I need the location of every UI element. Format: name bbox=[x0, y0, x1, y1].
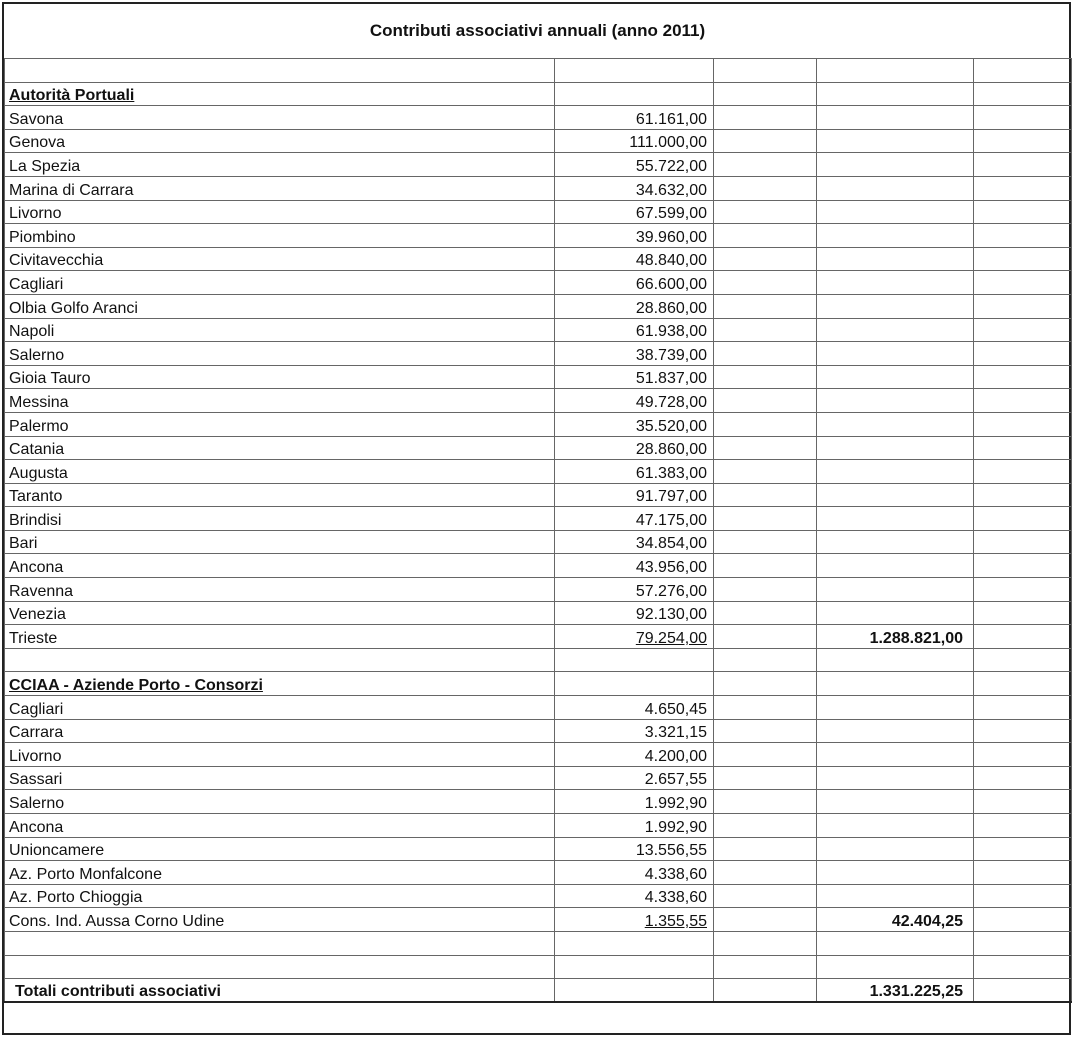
empty-cell bbox=[817, 790, 974, 814]
empty-cell bbox=[974, 247, 1072, 271]
empty-cell bbox=[714, 483, 817, 507]
empty-cell bbox=[714, 271, 817, 295]
empty-cell bbox=[714, 554, 817, 578]
empty-cell bbox=[817, 743, 974, 767]
entity-amount: 51.837,00 bbox=[555, 365, 714, 389]
empty-cell bbox=[974, 766, 1072, 790]
empty-cell bbox=[817, 814, 974, 838]
entity-name: Salerno bbox=[5, 790, 555, 814]
entity-name: Az. Porto Chioggia bbox=[5, 884, 555, 908]
empty-cell bbox=[714, 766, 817, 790]
empty-cell bbox=[974, 979, 1072, 1003]
empty-cell bbox=[974, 318, 1072, 342]
table-row bbox=[5, 743, 1072, 767]
empty-cell bbox=[714, 224, 817, 248]
empty-cell bbox=[714, 625, 817, 649]
empty-cell bbox=[714, 106, 817, 130]
entity-name: Brindisi bbox=[5, 507, 555, 531]
entity-amount: 66.600,00 bbox=[555, 271, 714, 295]
empty-cell bbox=[974, 931, 1072, 955]
entity-amount: 92.130,00 bbox=[555, 601, 714, 625]
entity-name: Cons. Ind. Aussa Corno Udine bbox=[5, 908, 555, 932]
empty-cell bbox=[974, 224, 1072, 248]
empty-cell bbox=[817, 696, 974, 720]
entity-name: Cagliari bbox=[5, 271, 555, 295]
empty-cell bbox=[974, 530, 1072, 554]
empty-cell bbox=[817, 719, 974, 743]
empty-cell bbox=[5, 59, 555, 83]
empty-cell bbox=[974, 200, 1072, 224]
empty-cell bbox=[714, 861, 817, 885]
entity-amount: 13.556,55 bbox=[555, 837, 714, 861]
empty-cell bbox=[974, 578, 1072, 602]
empty-cell bbox=[714, 59, 817, 83]
empty-cell bbox=[974, 294, 1072, 318]
table-row bbox=[5, 554, 1072, 578]
grand-total-label: Totali contributi associativi bbox=[5, 979, 555, 1003]
entity-amount: 34.632,00 bbox=[555, 176, 714, 200]
empty-cell bbox=[714, 931, 817, 955]
empty-cell bbox=[714, 247, 817, 271]
table-row bbox=[5, 908, 1072, 932]
entity-amount bbox=[555, 625, 714, 649]
entity-amount: 4.338,60 bbox=[555, 884, 714, 908]
entity-name: Piombino bbox=[5, 224, 555, 248]
table-row bbox=[5, 884, 1072, 908]
section-subtotal: 42.404,25 bbox=[817, 908, 974, 932]
empty-cell bbox=[817, 554, 974, 578]
spacer-row bbox=[5, 59, 1072, 83]
empty-cell bbox=[817, 271, 974, 295]
empty-cell bbox=[974, 908, 1072, 932]
entity-amount: 48.840,00 bbox=[555, 247, 714, 271]
empty-cell bbox=[974, 365, 1072, 389]
entity-amount: 1.992,90 bbox=[555, 790, 714, 814]
empty-cell bbox=[817, 59, 974, 83]
grand-total-row bbox=[5, 979, 1072, 1003]
empty-cell bbox=[817, 342, 974, 366]
empty-cell bbox=[817, 436, 974, 460]
empty-cell bbox=[974, 861, 1072, 885]
empty-cell bbox=[714, 648, 817, 672]
empty-cell bbox=[817, 365, 974, 389]
table-row bbox=[5, 814, 1072, 838]
entity-amount: 43.956,00 bbox=[555, 554, 714, 578]
entity-amount: 111.000,00 bbox=[555, 129, 714, 153]
empty-cell bbox=[974, 719, 1072, 743]
empty-cell bbox=[555, 82, 714, 106]
table-row bbox=[5, 176, 1072, 200]
empty-cell bbox=[817, 884, 974, 908]
empty-cell bbox=[714, 318, 817, 342]
entity-name: Taranto bbox=[5, 483, 555, 507]
empty-cell bbox=[974, 837, 1072, 861]
empty-cell bbox=[817, 530, 974, 554]
section-subtotal: 1.288.821,00 bbox=[817, 625, 974, 649]
entity-amount-value: 1.355,55 bbox=[644, 912, 707, 930]
entity-amount: 91.797,00 bbox=[555, 483, 714, 507]
section-heading-row bbox=[5, 82, 1072, 106]
empty-cell bbox=[714, 507, 817, 531]
empty-cell bbox=[817, 837, 974, 861]
empty-cell bbox=[817, 931, 974, 955]
entity-amount: 28.860,00 bbox=[555, 436, 714, 460]
empty-cell bbox=[714, 814, 817, 838]
table-row bbox=[5, 389, 1072, 413]
table-row bbox=[5, 460, 1072, 484]
table-row bbox=[5, 271, 1072, 295]
grand-total-amount: 1.331.225,25 bbox=[817, 979, 974, 1003]
entity-amount: 47.175,00 bbox=[555, 507, 714, 531]
entity-amount bbox=[555, 908, 714, 932]
empty-cell bbox=[714, 601, 817, 625]
empty-cell bbox=[974, 696, 1072, 720]
entity-amount-value: 79.254,00 bbox=[635, 629, 707, 647]
entity-name: Savona bbox=[5, 106, 555, 130]
empty-cell bbox=[714, 743, 817, 767]
spacer-row bbox=[5, 931, 1072, 955]
entity-name: Napoli bbox=[5, 318, 555, 342]
empty-cell bbox=[817, 153, 974, 177]
table-body bbox=[5, 59, 1072, 1003]
empty-cell bbox=[714, 365, 817, 389]
empty-cell bbox=[974, 884, 1072, 908]
entity-amount: 57.276,00 bbox=[555, 578, 714, 602]
entity-amount: 4.338,60 bbox=[555, 861, 714, 885]
empty-cell bbox=[714, 342, 817, 366]
entity-name: Marina di Carrara bbox=[5, 176, 555, 200]
page-title: Contributi associativi annuali (anno 2011) bbox=[4, 4, 1071, 59]
empty-cell bbox=[714, 578, 817, 602]
entity-name: Salerno bbox=[5, 342, 555, 366]
empty-cell bbox=[817, 601, 974, 625]
entity-name: Ravenna bbox=[5, 578, 555, 602]
table-row bbox=[5, 342, 1072, 366]
entity-name: Cagliari bbox=[5, 696, 555, 720]
empty-cell bbox=[817, 648, 974, 672]
entity-amount: 61.938,00 bbox=[555, 318, 714, 342]
empty-cell bbox=[714, 955, 817, 979]
entity-amount: 3.321,15 bbox=[555, 719, 714, 743]
entity-name: Genova bbox=[5, 129, 555, 153]
entity-amount: 39.960,00 bbox=[555, 224, 714, 248]
spacer-row bbox=[5, 648, 1072, 672]
entity-amount: 2.657,55 bbox=[555, 766, 714, 790]
empty-cell bbox=[817, 483, 974, 507]
table-row bbox=[5, 247, 1072, 271]
empty-cell bbox=[974, 483, 1072, 507]
empty-cell bbox=[714, 82, 817, 106]
empty-cell bbox=[555, 931, 714, 955]
empty-cell bbox=[817, 224, 974, 248]
section-heading-row bbox=[5, 672, 1072, 696]
entity-name: Ancona bbox=[5, 814, 555, 838]
empty-cell bbox=[974, 271, 1072, 295]
spacer-row bbox=[5, 955, 1072, 979]
empty-cell bbox=[714, 979, 817, 1003]
empty-cell bbox=[555, 955, 714, 979]
entity-name: Carrara bbox=[5, 719, 555, 743]
empty-cell bbox=[817, 82, 974, 106]
empty-cell bbox=[974, 106, 1072, 130]
empty-cell bbox=[974, 342, 1072, 366]
empty-cell bbox=[974, 176, 1072, 200]
empty-cell bbox=[974, 153, 1072, 177]
entity-name: Catania bbox=[5, 436, 555, 460]
empty-cell bbox=[974, 955, 1072, 979]
entity-amount: 28.860,00 bbox=[555, 294, 714, 318]
empty-cell bbox=[817, 247, 974, 271]
table-row bbox=[5, 861, 1072, 885]
empty-cell bbox=[714, 837, 817, 861]
empty-cell bbox=[714, 294, 817, 318]
entity-amount: 49.728,00 bbox=[555, 389, 714, 413]
empty-cell bbox=[555, 59, 714, 83]
table-row bbox=[5, 224, 1072, 248]
entity-name: Bari bbox=[5, 530, 555, 554]
entity-amount: 35.520,00 bbox=[555, 412, 714, 436]
empty-cell bbox=[714, 696, 817, 720]
empty-cell bbox=[974, 648, 1072, 672]
empty-cell bbox=[974, 460, 1072, 484]
empty-cell bbox=[817, 106, 974, 130]
table-row bbox=[5, 766, 1072, 790]
table-row bbox=[5, 837, 1072, 861]
entity-name: Az. Porto Monfalcone bbox=[5, 861, 555, 885]
empty-cell bbox=[974, 743, 1072, 767]
table-row bbox=[5, 625, 1072, 649]
empty-cell bbox=[714, 389, 817, 413]
empty-cell bbox=[974, 389, 1072, 413]
empty-cell bbox=[817, 955, 974, 979]
entity-amount: 4.650,45 bbox=[555, 696, 714, 720]
empty-cell bbox=[555, 648, 714, 672]
empty-cell bbox=[974, 412, 1072, 436]
entity-name: Olbia Golfo Aranci bbox=[5, 294, 555, 318]
entity-name: Sassari bbox=[5, 766, 555, 790]
table-row bbox=[5, 719, 1072, 743]
empty-cell bbox=[714, 436, 817, 460]
entity-amount: 38.739,00 bbox=[555, 342, 714, 366]
empty-cell bbox=[714, 790, 817, 814]
section-heading: Autorità Portuali bbox=[5, 82, 555, 106]
table-row bbox=[5, 200, 1072, 224]
entity-amount: 4.200,00 bbox=[555, 743, 714, 767]
entity-amount: 67.599,00 bbox=[555, 200, 714, 224]
empty-cell bbox=[974, 672, 1072, 696]
empty-cell bbox=[817, 200, 974, 224]
empty-cell bbox=[714, 176, 817, 200]
table-row bbox=[5, 412, 1072, 436]
empty-cell bbox=[714, 672, 817, 696]
entity-name: Livorno bbox=[5, 200, 555, 224]
entity-amount: 34.854,00 bbox=[555, 530, 714, 554]
table-row bbox=[5, 318, 1072, 342]
entity-name: Civitavecchia bbox=[5, 247, 555, 271]
empty-cell bbox=[5, 931, 555, 955]
entity-amount: 1.992,90 bbox=[555, 814, 714, 838]
entity-name: Gioia Tauro bbox=[5, 365, 555, 389]
entity-name: Trieste bbox=[5, 625, 555, 649]
table-row bbox=[5, 790, 1072, 814]
section-heading: CCIAA - Aziende Porto - Consorzi bbox=[5, 672, 555, 696]
entity-name: Palermo bbox=[5, 412, 555, 436]
empty-cell bbox=[714, 412, 817, 436]
empty-cell bbox=[974, 601, 1072, 625]
empty-cell bbox=[817, 766, 974, 790]
contributions-table bbox=[4, 58, 1072, 1003]
table-row bbox=[5, 578, 1072, 602]
entity-name: Venezia bbox=[5, 601, 555, 625]
empty-cell bbox=[714, 719, 817, 743]
entity-name: Unioncamere bbox=[5, 837, 555, 861]
empty-cell bbox=[817, 318, 974, 342]
empty-cell bbox=[817, 389, 974, 413]
empty-cell bbox=[555, 979, 714, 1003]
entity-name: Ancona bbox=[5, 554, 555, 578]
entity-amount: 61.161,00 bbox=[555, 106, 714, 130]
entity-name: La Spezia bbox=[5, 153, 555, 177]
table-row bbox=[5, 436, 1072, 460]
table-row bbox=[5, 153, 1072, 177]
table-row bbox=[5, 601, 1072, 625]
empty-cell bbox=[714, 908, 817, 932]
empty-cell bbox=[974, 554, 1072, 578]
empty-cell bbox=[974, 814, 1072, 838]
empty-cell bbox=[974, 790, 1072, 814]
empty-cell bbox=[974, 625, 1072, 649]
empty-cell bbox=[974, 436, 1072, 460]
empty-cell bbox=[714, 200, 817, 224]
table-row bbox=[5, 483, 1072, 507]
entity-name: Livorno bbox=[5, 743, 555, 767]
table-row bbox=[5, 106, 1072, 130]
empty-cell bbox=[974, 59, 1072, 83]
empty-cell bbox=[974, 507, 1072, 531]
empty-cell bbox=[817, 294, 974, 318]
empty-cell bbox=[817, 861, 974, 885]
empty-cell bbox=[714, 460, 817, 484]
empty-cell bbox=[714, 153, 817, 177]
table-row bbox=[5, 294, 1072, 318]
empty-cell bbox=[714, 530, 817, 554]
table-row bbox=[5, 530, 1072, 554]
entity-amount: 61.383,00 bbox=[555, 460, 714, 484]
empty-cell bbox=[817, 176, 974, 200]
empty-cell bbox=[817, 412, 974, 436]
empty-cell bbox=[817, 129, 974, 153]
table-row bbox=[5, 696, 1072, 720]
empty-cell bbox=[974, 129, 1072, 153]
empty-cell bbox=[974, 82, 1072, 106]
empty-cell bbox=[5, 955, 555, 979]
entity-name: Augusta bbox=[5, 460, 555, 484]
empty-cell bbox=[817, 460, 974, 484]
table-row bbox=[5, 365, 1072, 389]
entity-name: Messina bbox=[5, 389, 555, 413]
table-row bbox=[5, 129, 1072, 153]
empty-cell bbox=[714, 884, 817, 908]
empty-cell bbox=[5, 648, 555, 672]
empty-cell bbox=[817, 507, 974, 531]
empty-cell bbox=[817, 672, 974, 696]
table-row bbox=[5, 507, 1072, 531]
entity-amount: 55.722,00 bbox=[555, 153, 714, 177]
empty-cell bbox=[817, 578, 974, 602]
empty-cell bbox=[714, 129, 817, 153]
empty-cell bbox=[555, 672, 714, 696]
